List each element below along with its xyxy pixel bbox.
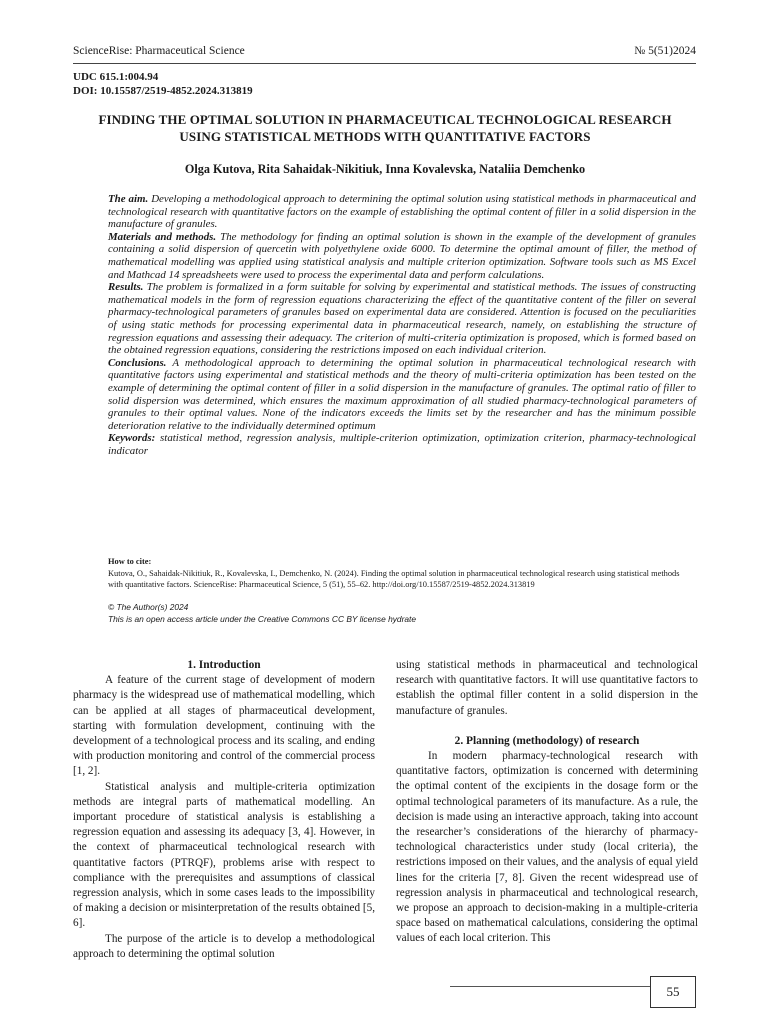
udc-code: UDC 615.1:004.94 <box>73 71 159 83</box>
page-number: 55 <box>650 976 696 1008</box>
keywords-text: statistical method, regression analysis, multiple-criterion optimization, optimization criterion, pharmacy-technological indicator <box>108 432 696 457</box>
article-authors: Olga Kutova, Rita Sahaidak-Nikitiuk, Inna Kovalevska, Nataliia Demchenko <box>184 162 586 176</box>
conclusions-label: Conclusions. <box>108 356 167 369</box>
intro-paragraph-1: A feature of the current stage of development of modern pharmacy is the widespread use of mathematical modelling, which can be applied at all stages of pharmaceutical development, starting with formulation development, continuing with the development of a technological process and its scaling, and ending with production monitoring and control of the commercial process [1, 2]. <box>73 674 375 778</box>
results-text: The problem is formalized in a form suitable for solving by experimental and statistical methods. The issues of constructing mathematical models in the form of regression equations characterizing the effect of the quantitative content of the filler on several pharmacy-technological parameters of granules based on experimental data are considered. Attention is focused on the peculiarities of using static methods for processing experimental data in pharmaceutical research, namely, on establishing the structure of regression equations and assessing their adequacy. The criterion of multi-criteria optimization is proposed, which is formed based on the obtained regression equations, considering the restrictions imposed on each individual criterion. <box>108 281 696 357</box>
conclusions-text: A methodological approach to determining the optimal solution in pharmaceutical technological research with quantitative factors using experimental and statistical methods and the theory of multi-criteria optimization has been tested on the example of determining the optimal content of filler in a solid dispersion in the manufacture of granules. The optimal ratio of filler to solid dispersion was determined, which ensures the maximum approximation of all studied pharmacy-technological parameters of granules to their optimal values. None of the indicators exceeds the limits set by the researcher and has the minimum possible deterioration relative to the individually determined optimum <box>108 356 696 432</box>
doi: DOI: 10.15587/2519-4852.2024.313819 <box>73 85 253 97</box>
issue-number: № 5(51)2024 <box>634 45 696 57</box>
header-divider <box>73 63 696 64</box>
license-note <box>108 602 696 625</box>
abstract-aim <box>108 193 696 231</box>
cite-label: How to cite: <box>108 557 152 566</box>
introduction-heading: 1. Introduction <box>187 659 261 671</box>
right-paragraph-1: using statistical methods in pharmaceutical and technological research with quantitative factors. It will use quantitative factors to establish the optimal filler content in a solid dispersion in the manufacture of granules. <box>396 659 698 717</box>
aim-text: Developing a methodological approach to determining the optimal solution using statistical methods in pharmaceutical and technological research with quantitative factors on the example of establishing the optimal content of filler in a solid dispersion in the manufacture of granules. <box>108 193 696 231</box>
abstract-methods <box>108 231 696 281</box>
abstract-results <box>108 281 696 357</box>
aim-label: The aim. <box>108 193 149 205</box>
cite-text: Kutova, O., Sahaidak-Nikitiuk, R., Kovalevska, I., Demchenko, N. (2024). Finding the optimal solution in pharmaceutical technological research using statistical methods with quantitative factors. ScienceRise: Pharmaceutical Science, 5 (51), 55–62. http://doi.org/10.15587/2519-4852.2024.313819 <box>108 568 680 589</box>
left-column <box>73 658 375 962</box>
article-title: FINDING THE OPTIMAL SOLUTION IN PHARMACEUTICAL TECHNOLOGICAL RESEARCH USING STATISTICAL METHODS WITH QUANTITATIVE FACTORS <box>98 112 672 144</box>
copyright: © The Author(s) 2024 <box>108 602 189 612</box>
abstract <box>108 193 696 457</box>
methods-text: The methodology for finding an optimal solution is shown in the example of the development of granules containing a solid dispersion of quercetin with polyethylene oxide 6000. To determine the optimal amount of filler, the method of mathematical modelling was applied using statistical analysis and multiple criterion optimization. Software tools such as MS Excel and Mathcad 14 spreadsheets were used to process the experimental data and perform calculations. <box>108 230 696 281</box>
article-identifiers <box>73 70 253 98</box>
section-gap <box>396 719 698 734</box>
license-text: This is an open access article under the Creative Commons CC BY license hydrate <box>108 613 417 624</box>
keywords-label: Keywords: <box>108 432 156 445</box>
intro-paragraph-2: Statistical analysis and multiple-criteria optimization methods are integral parts of mathematical modelling. An important procedure of statistical analysis is establishing a regression equation and assessing its adequacy [3, 4]. However, in the context of pharmaceutical technological research with quantitative factors (PTRQF), problems arise with respect to compliance with the prerequisites and assumptions of classical regression analysis, which in some cases leads to the impossibility of making a decision or misinterpretation of the results obtained [5, 6]. <box>73 780 375 930</box>
planning-paragraph-1: In modern pharmacy-technological research with quantitative factors, optimization is concerned with determining the optimal content of the excipients in the dosage form or the optimal technological parameters of its manufacture. As a rule, the decision is made using an interactive approach, taking into account the researcher’s considerations of the hierarchy of pharmacy-technological characteristics under study (local criteria), the restrictions imposed on their values, and the analysis of equal yield lines for the criteria [7, 8]. Given the recent widespread use of regression analysis in pharmaceutical and technological research, we propose an approach to decision-making in a multiple-criteria space based on mathematical calculations, considering the optimal values of each local criterion. This <box>396 750 698 945</box>
journal-name: ScienceRise: Pharmaceutical Science <box>73 45 245 57</box>
abstract-conclusions <box>108 357 696 433</box>
planning-heading: 2. Planning (methodology) of research <box>454 734 640 747</box>
methods-label: Materials and methods. <box>108 230 217 243</box>
how-to-cite <box>108 556 696 591</box>
right-column <box>396 658 698 947</box>
abstract-keywords <box>108 432 696 457</box>
results-label: Results. <box>108 281 144 294</box>
intro-paragraph-3: The purpose of the article is to develop a methodological approach to determining the optimal solution <box>73 932 375 960</box>
